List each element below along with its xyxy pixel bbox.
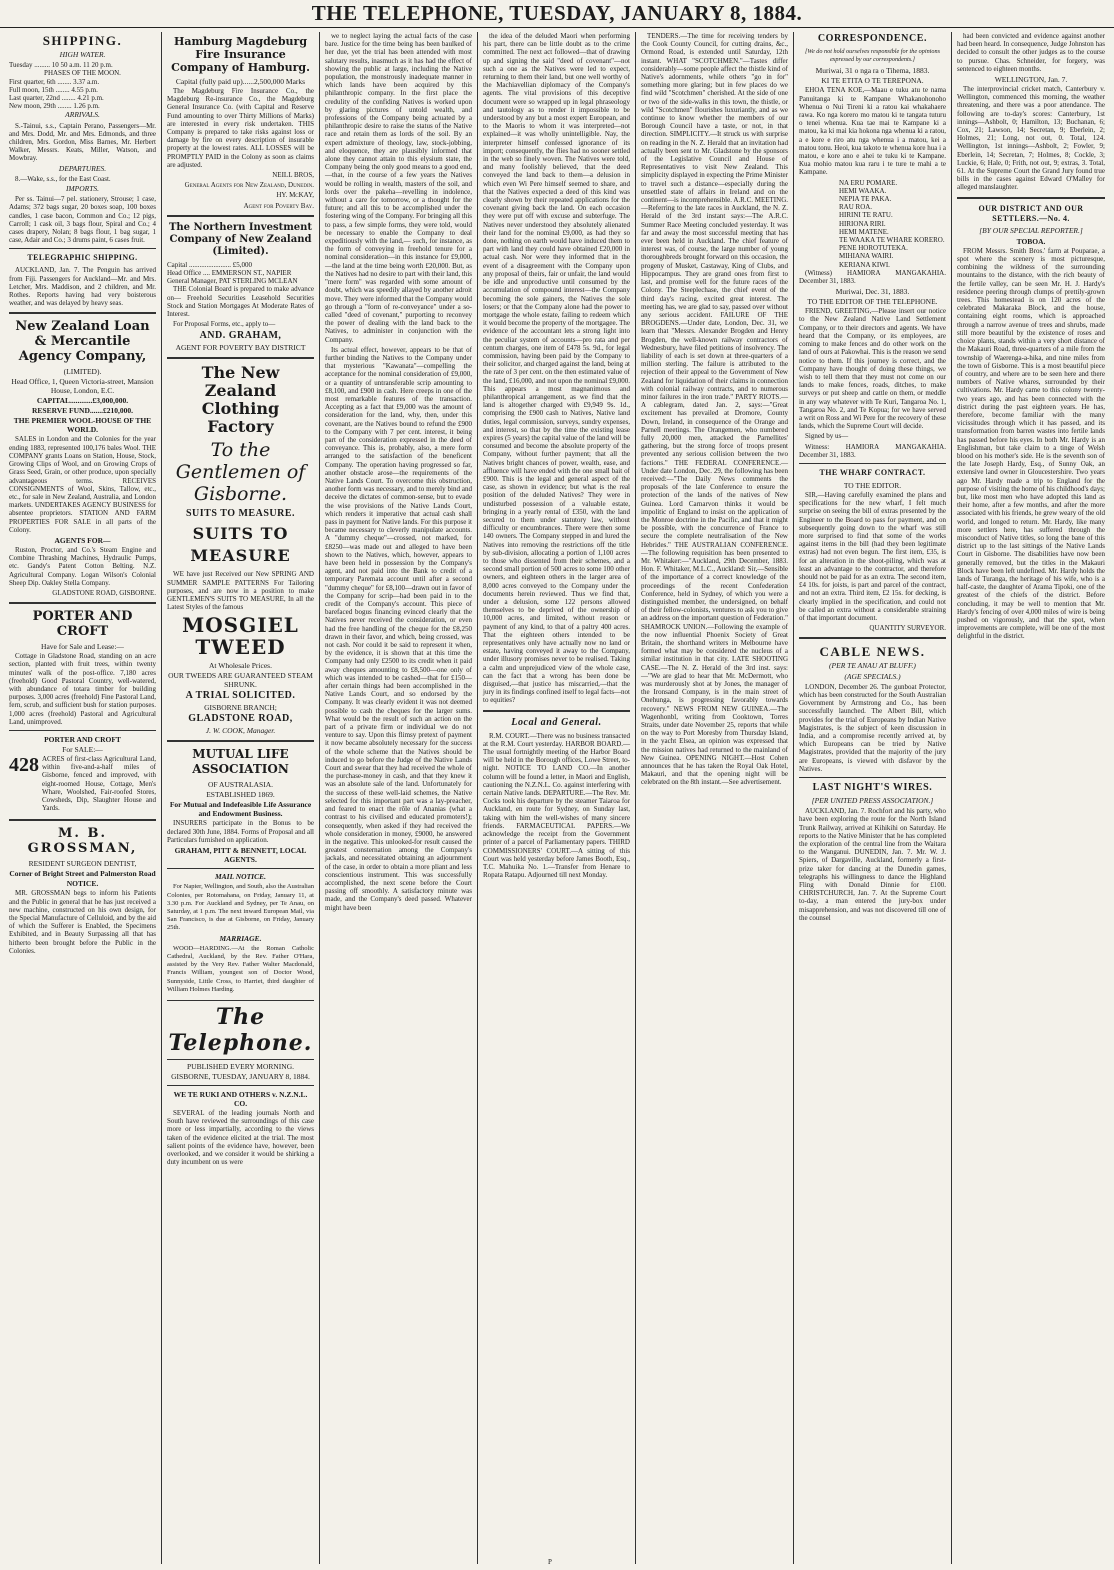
acres-block: [9, 755, 156, 814]
signatory: NEPIA TE PAKA.: [839, 195, 892, 204]
porter-croft-sub: Have for Sale and Lease:—: [41, 642, 124, 652]
loan-agency-agents-text: Ruston, Proctor, and Co.'s Steam Engine and Combine Thrashing Machines, Hydraulic Pumps, etc. Gandy's Patent Cotton Belting. N.Z. Agricultural Company. Logan Wilson's Colonial Sheep Dip. Oakley Stella Company.: [9, 545, 156, 587]
northern-signature-2: AGENT FOR POVERTY BAY DISTRICT: [175, 343, 306, 353]
divider: [167, 868, 314, 869]
northern-title: The Northern Investment Company of New Zealand (Limited).: [168, 221, 313, 257]
arrivals-heading: ARRIVALS.: [65, 110, 100, 120]
mail-notice-text: For Napier, Wellington, and South, also the Australian Colonies, per Rotomahana, on Friday, January 11, at 3.30 p.m. For Auckland and Sydney, per Te Anau, on Saturday, at 1 p.m. The next inward European Mail, via San Francisco, is due at Gisborne, on Friday, January 25th.: [167, 883, 314, 932]
grossman-sub: RESIDENT SURGEON DENTIST,: [28, 859, 137, 869]
hamburg-signature-2: General Agents for New Zealand, Dunedin.: [184, 181, 314, 190]
marriage-text: WOOD—HARDING.—At the Roman Catholic Cathedral, Auckland, by the Rev. Father O'Hara, assisted by the Very Rev. Father Walter Macdonald, Francis William, youngest son of Doctor Wood, Sunnyside, Little Cross, to Harriet, third daughter of William Holmes Harding.: [167, 944, 314, 993]
clothing-factory-title: The New Zealand Clothing Factory: [201, 363, 280, 437]
wellington-text: The interprovincial cricket match, Canterbury v. Wellington, commenced this morning, the weather threatening, and there was a poor attendance. The following are to-day's scores: Canterbury, 1st innings—Ashbolt, 0; Hamilton, 13; Buchanan, 6; Cox, 21; Lawson, 14; Secretan, 9; Eberlein, 2; Holmes, 21; Long, not out, 0. Total, 124. Wellington, 1st innings—Ashbolt, 2; Fowler, 9; Eberlein, 14; Secretan, 7; Holmes, 8; Cockle, 3; Luckie, 6; Hale, 0; Frith, not out, 9; extras, 3. Total, 61. At the Supreme Court the Grand Jury found true bills in the cases against Edward O'Malley for alleged manslaughter.: [957, 85, 1105, 192]
english-letter-signed: Signed by us—: [805, 432, 849, 441]
signatory: RAU ROA.: [839, 203, 873, 212]
cable-news-sub-2: (AGE SPECIALS.): [844, 671, 901, 681]
loan-agency-agents: AGENTS FOR—: [54, 535, 111, 545]
telephone-title: The Telephone.: [168, 1003, 313, 1056]
signatory: TE WAAKA TE WHARE KORERO.: [839, 236, 945, 245]
suits-heading-2: SUITS TO MEASURE: [190, 524, 291, 566]
divider: [9, 730, 156, 731]
wires-sub: [PER UNITED PRESS ASSOCIATION.]: [811, 796, 934, 806]
gisborne-branch: GISBORNE BRANCH;: [204, 703, 277, 713]
mutual-life-signature: GRAHAM, PITT & BENNETT, LOCAL AGENTS.: [174, 846, 307, 865]
wharf-text: SIR,—Having carefully examined the plans and specifications for the new wharf, I felt much surprise on seeing the bill of extras presented by the Engineer to the Board to pass for payment, and on subsequently going down to the wharf was still more surprised to find that some of the works against items in the bill (had they been legitimate extras) had not even begun. The first item, £35, is for an alteration in the shoot-piling, which was at least an advantage to the contractor, and therefore should not be paid for as an extra. The second item, £4 10s. for joists, is part and parcel of the contract, and not an extra. Third item, £2 15s. for decking, is clearly implied in the specification, and could not be called an extra without a considerable straining of that important document.: [799, 490, 946, 622]
toboa-heading: TOBOA.: [1016, 236, 1046, 246]
cable-news-text: LONDON, December 26. The gunboat Protector, which has been constructed for the South Australian Government by Armstrong and Co., has been successfully launched. The Albert Bill, which provides for the trial of Europeans by Indian Native Magistrates, is the subject of keen discussion in India, and a compromise recently arrived at, by which Europeans can be tried by Native Magistrates, provided that the majority of the jury are Europeans, is viewed with disfavor by the Natives.: [799, 682, 946, 773]
porter-croft-text: Cottage in Gladstone Road, standing on an acre section, planted with fruit trees, within twenty minutes' walk of the post-office. 7,180 acres (freehold) Good Pastoral Country, well-watered, with abundance of totara timber for building purposes. 3,000 acres (freehold) Fine Pastoral Land, fern, scrub, and sufficient bush for station purposes. 1,000 acres (freehold) Pastoral and Agricultural Land, unimproved.: [9, 652, 156, 726]
divider: [799, 777, 946, 778]
column-3: [320, 32, 478, 1564]
northern-office: Head Office .... EMMERSON ST., NAPIER: [167, 269, 292, 278]
mosgiel-tweed: MOSGIEL TWEED: [182, 613, 299, 660]
english-letter-date: Muriwai, Dec. 31, 1883.: [835, 287, 910, 297]
grossman-text: MR. GROSSMAN begs to inform his Patients and the Public in general that he has just received a new machine, constructed on his own design, for the Special Manufacture of Celluloid, and by the aid of which the Sufferer is Enabled, the Specimens Exhibited, and in Beauty Surpassing all that has hitherto been brought before the Public in the Colonies.: [9, 889, 156, 955]
maori-letter-date: Muriwai, 31 o nga ra o Tihema, 1883.: [815, 66, 930, 76]
loan-agency-limited: (LIMITED).: [63, 367, 102, 377]
shipping-heading: SHIPPING.: [42, 33, 123, 48]
porter-croft-sale: For SALE:—: [62, 744, 103, 754]
trial-solicited: A TRIAL SOLICITED.: [185, 690, 296, 702]
shipping-line: Tuesday ......... 10 50 a.m. 11 20 p.m.: [9, 61, 113, 70]
leader-heading: WE TE RUKI AND OTHERS v. N.Z.N.L. CO.: [173, 1089, 308, 1108]
grossman-title: M. B. GROSSMAN,: [27, 826, 138, 857]
leader-text: SEVERAL of the leading journals North and South have reviewed the surroundings of this case more or less impartially, according to the views taken of the evidence elicited at the trial. The most salient points of the evidence have, however, been overlooked, and we consider it would be shirking a duty incumbent on us were: [167, 1108, 314, 1167]
high-water-heading: HIGH WATER.: [59, 50, 106, 59]
divider: [167, 215, 314, 217]
departures-heading: DEPARTURES.: [58, 163, 107, 173]
hamburg-text: The Magdeburg Fire Insurance Co., the Magdeburg Re-insurance Co., the Magdeburg General Insurance Co. (with Capital and Reserve Fund amounting to over Thirty Millions of Marks) are interested in every risk undertaken. THIS Company is prepared to take risks against loss or damage by fire on every description of insurable property at the lowest rates. ALL LOSSES will be PROMPTLY PAID in the Colony as soon as claims are adjusted.: [167, 87, 314, 169]
porter-croft-footer: PORTER AND CROFT: [44, 734, 121, 744]
loan-agency-office: Head Office, 1, Queen Victoria-street, Mansion House, London, E.C.: [11, 377, 154, 396]
correspondence-heading: CORRESPONDENCE.: [817, 33, 928, 44]
branch-manager: J. W. COOK, Manager.: [205, 726, 276, 736]
imports-text: Per ss. Tainui—7 pel. stationery, Strouse; 1 case, Adams; 372 bags sugar, 20 boxes soap, 100 boxes candles, 1 case bacon, Common and Co.; 12 pigs, Carroll; 1 cask oil, 3 bags flour, Spiral and Co.; 4 cases drapery, Nolan; 8 bags flour, 1 bag sugar, 1 case, Adair and Co.; 3 drums paint, 6 cases fruit.: [9, 195, 156, 245]
northern-signature: AND. GRAHAM,: [199, 330, 282, 342]
shipping-line: Last quarter, 22nd ........ 4.21 p.m.: [9, 94, 104, 103]
grossman-address: Corner of Bright Street and Palmerston Road: [9, 869, 156, 879]
divider: [483, 710, 630, 712]
settlers-sub: [BY OUR SPECIAL REPORTER.]: [979, 225, 1083, 235]
english-letter-witness: Witness: HAMIORA MANGAKAHIA. December 31, 1883.: [799, 442, 946, 459]
clothing-text: WE have just Received our New SPRING AND SUMMER SAMPLE PATTERNS For Tailoring purposes, and are now in a position to make GENTLEMEN'S SUITS TO MEASURE, In all the Latest Styles of the famous: [167, 570, 314, 612]
divider: [9, 312, 156, 314]
grossman-notice: NOTICE.: [66, 879, 99, 889]
northern-text: THE Colonial Board is prepared to make advance on— Freehold Securities Leasehold Securities Stock and Station Mortgages At Moderate Rates of Interest.: [167, 285, 314, 319]
column-7: [952, 32, 1110, 1564]
loan-agency-capital: CAPITAL............£3,000,000.: [36, 396, 129, 406]
arrivals-text: S.-Tainui, s.s., Captain Perano, Passengers—Mr. and Mrs. Dodd, Mr. and Mrs. Edmonds, and three children, Mrs. Gordon, Miss Barnes, Mr. Herbert Walker, Messrs. Keats, Miller, Watson, and Mowbray.: [9, 121, 156, 163]
telephone-title-block: [167, 1000, 314, 1060]
divider: [9, 819, 156, 821]
acres-text: ACRES of first-class Agricultural Land, within five-and-a-half miles of Gisborne, fenced and improved, with eight-roomed House, Cottage, Men's Whare, Woolshed, Fair-roofed Stores, Cowsheds, Dip, Slaughter House and Yards.: [42, 754, 156, 813]
northern-capital: Capital ........................ £5,000: [167, 260, 252, 269]
mutual-life-business: For Mutual and Indefeasible Life Assurance and Endowment Business.: [169, 800, 312, 819]
hamburg-agent-2: Agent for Poverty Bay.: [243, 201, 314, 210]
loan-agency-reserve: RESERVE FUND.......£210,000.: [32, 406, 133, 416]
divider: [167, 357, 314, 359]
imports-heading: IMPORTS.: [65, 184, 100, 194]
cable-news-sub: (PER TE ANAU AT BLUFF.): [829, 661, 916, 671]
gladstone-road: GLADSTONE ROAD,: [188, 713, 293, 725]
mutual-life-sub: OF AUSTRALASIA.: [207, 780, 273, 790]
tweeds-guarantee: OUR TWEEDS ARE GUARANTEED STEAM SHRUNK.: [168, 671, 313, 690]
wires-text: AUCKLAND, Jan. 7. Rochfort and his party, who have been exploring the route for the North Island Trunk Railway, arrived at Kihikihi on Saturday. He reports to the Native Minister that he has completed the exploration of the central line from the Waitara to the Wanganui. DUNEDIN, Jan. 7. Mr. W. J. Spiers, of Dargaville, Auckland, formerly a first-prize taker for dancing at the Dunedin games, telegraphs his willingness to dance the Highland Fling with Donald Dinnie for £100. CHRISTCHURCH, Jan. 7. At the Supreme Court to-day, a man entered the jury-box under misapprehension, and was not discovered till one of the counsel: [799, 807, 946, 922]
telegraphic-text: AUCKLAND, Jan. 7. The Penguin has arrived from Fiji. Passengers for Auckland—Mr. and Mrs. Letcher, Mrs. Maddison, and 2 children, and Mr. Rothes. Reports having had very boisterous weather, and was delayed by heavy seas.: [9, 266, 156, 308]
signatory: HEMI MATENE.: [839, 227, 889, 236]
mail-notice-heading: MAIL NOTICE.: [215, 872, 266, 882]
signatory: HIRIONA RIRI.: [839, 219, 886, 228]
divider: [799, 637, 946, 639]
northern-apply: For Proposal Forms, etc., apply to—: [173, 320, 276, 329]
signatory: KERIANA KIWI.: [839, 260, 890, 269]
leader-text-cont-2: Its actual effect, however, appears to be that of further binding the Natives to the Company under that mysterious "Kawanata"—compelling the acceptance for the nominal consideration of £9,000, or a quantity of untransferable scrip amounting to £8,100, and £900 in cash. Here creeps in one of the most remarkable features of the transaction. Accepting as a fact that £9,000 was the amount of consideration for the land, why, then, under this covenant, are the Natives bound to refund the £900 to the Company with 7 per cent. interest, it being part of the consideration expressed in the deed of conveyance. This is, probably, also, a mere form arranged to the satisfaction of the beneficent Company. The operation having progressed so far, another obstacle arose—the requirements of the Native Lands Court. To overcome this obstruction, another form was necessary, and to merely bind and deceive the dictates of common-sense, but to evade the wise provisions of the Native Lands Court, which renders it imperative that actual cash shall pass in payment for Native lands. For this purpose it became necessary to cleverly manipulate accounts. A "dummy cheque"—crossed, not marked, for £8250—was made out and alleged to have been shown to the Natives, which, however, appears to have been held in possession by the Company's agent, and not paid into the Bank to credit of a temporary Paremata account until after a second "dummy cheque" for £8,100—drawn out in favor of the Company for scrip—had been paid in to the credit of the Company's account. This piece of barefaced bogus financing evinced clearly that the Natives never received the consideration, or even had the free handling of the cheque for the £8,250 drawn in their favor, and which, being crossed, was not cash. Nor could it be said to represent it when, by the evidence, it is shown that at this time the Company had only £2500 to its credit when it paid away cheques amounting to £8,500—one only of which was intended to be cashed—that for £150—after certain things had been accomplished in the Native Lands Court, and so endorsed by the Company. It was clearly evident it was not deemed possible to cash the cheques for the larger sums. What would be the result of such an action on the part of a private firm or individual we do not venture to say. Upon this flimsy pretext of payment it now became absolutely necessary for the success of the whole scheme that the Natives should be induced to go before the Judge of the Native Lands Court and swear that they had received the whole of the purchase-money in cash, and that they knew it was an absolute sale of the land. Unfortunately for the success of these well-laid schemes, the Native selected for this important part was a lay-preacher, and feared to enact the rôle of Ananias (what a contrast to his civilised and educated promoters!); consequently, when asked if they had received the whole consideration in money, £9000, he answered in the negative. This unlooked-for result caused the greatest consternation among the Company's jackals, and necessitated obtaining an adjournment of the case, in order to obtain a more pliant and less conscientious instrument. This was successfully accomplished, the next scene before the Court passing off smoothly. A satisfactory minute was made, and the Company's deed passed. Whatever might have been: [325, 345, 472, 912]
porter-croft-title: PORTER AND CROFT: [32, 609, 133, 640]
shipping-line: New moon, 29th ........ 1.26 p.m.: [9, 102, 100, 111]
signatory: NA ERU POMARE.: [839, 178, 898, 187]
local-general-text: R.M. COURT.—There was no business transacted at the R.M. Court yesterday. HARBOR BOARD.—The usual fortnightly meeting of the Harbor Board will be held in the Borough offices, Lowe Street, to-night. NOTICE TO LAND CO.—In another column will be found a letter, in Maori and English, cautioning the N.Z.N.L. Co. against interfering with certain Native lands. DEPARTURE.—The Rev. Mr. Cocks took his departure by the steamer Taiaroa for Auckland, en route for Sydney, on Sunday last, taking with him the well-wishes of many sincere friends. FARMACEUTICAL PAPERS.—We acknowledge the receipt from the Government printer of a parcel of Parliamentary papers. THIRD COMMISSIONERS' COURT.—A sitting of this Court was held yesterday before James Booth, Esq., T.C. Mahuika No. 1.—Transfer from Henare to Ropata Ratapu. Adjourned till next Monday.: [483, 731, 630, 880]
page-folio: P: [548, 1558, 552, 1566]
settlers-text: FROM Messrs. Smith Bros.' farm at Pouparae, a spot where the scenery is most picturesque, combining the wildness of the surrounding mountains to the distance, with the rich beauty of the fertile valley, can be seen Mr. H. J. Hardy's residence peering through clumps of prettily-grown trees. This homestead is on 120 acres of the celebrated Makaraka Block, and the house, containing eight rooms, which is approached through a narrow avenue of trees and shrubs, made still more beautiful by the existence of roses and choice plants, stands within a very short distance of the Makauri Road, three-quarters of a mile from the township of Waerenga-a-hika, and nine miles from the town of Gisborne. This is a most beautiful piece of country, and where are to be seen here and there numbers of Native whares, surrounded by their cultivations. Mr. Hardy came to this colony twenty-two years ago, and has been connected with the district during the past eighteen years. He has, therefore, become familiar with the many vicissitudes through which it has passed, and its transformation from barren wastes into fertile lands has passed before his eyes. In both Mr. Hardy is an Englishman, but take claim to a tinge of Welsh blood on his mother's side. He is the seventh son of the late Joseph Hardy, Esq., of Sunny Oak, an extensive land owner in Gloucestershire. Two years ago Mr. Hardy made a trip to England for the purpose of visiting the home of his childhood's days; but, like most men who have adopted this land as their home, after a few months, and after the more associated with his friends, he grew weary of the old world, and longed to return. Mr. Hardy, like many more settlers here, has suffered through the misconduct of Native titles, so long the bane of this district up to the last sittings of the Native Lands Court in Gisborne. The disabilities have now been generally removed, but the titles in the Makauri Block have been left undefined. Mr. Hardy holds the lands of Turanga, the heritage of his wife, who is a half-caste, the daughter of Arama Tipoki, one of the greatest of the chiefs of the district. Before concluding, it may be well to mention that Mr. Hardy's fencing of over 4,000 miles of wire is being pushed on vigorously, and that the spot, when improvements are complete, will be one of the most delightful in the district.: [957, 246, 1105, 641]
loan-agency-text: SALES in London and the Colonies for the year ending 1883, represented 100,176 bales Wool. THE COMPANY grants Loans on Station, House, Stock, Growing Clips of Wool, and on Growing Crops of Grass Seed, Grain, or other produce, upon specially advantageous terms. RECEIVES CONSIGNMENTS of Wool, Skins, Tallow, etc., etc., for sale in New Zealand, Australia, and London markets. UNDERTAKES AGENCY BUSINESS for absentee proprietors. STATION AND FARM PROPERTIES FOR SALE in all parts of the Colony.: [9, 435, 156, 534]
northern-manager: General Manager, PAT STERLING MCLEAN: [167, 277, 298, 286]
column-6: [794, 32, 952, 1564]
page-columns: [4, 32, 1110, 1564]
masthead: [0, 0, 1114, 28]
acres-number: 428: [9, 753, 39, 776]
mutual-life-established: ESTABLISHED 1869.: [206, 790, 275, 800]
column-4: [478, 32, 636, 1564]
wellington-dateline: WELLINGTON, Jan. 7.: [994, 75, 1068, 85]
maori-letter-text: EHOA TENA KOE,—Maau e tuku atu te nama Panuitanga ki te Kampane Whakanohonoho Whenua o Nui Tireni ki a ratou kai whakahaere rawa. Ko nga korero mo matou ki te tangata tuturu o tenei whenua. Kua tae mai te Kampane ki a matou, ka ki mai kia hokona nga whenua ki a ratou, a e kore e riro atu nga whenua i a matou, kei a matou tonu. Heoi, kua takoto te whenua kore hua i a matou, e kore ano e ahei te tuku ki te Kampane. Kua mohio matou kua raru i te ture te mahi a te Kampane.: [799, 86, 946, 177]
english-letter-address: TO THE EDITOR OF THE TELEPHONE.: [807, 297, 938, 307]
maori-signatories: [799, 179, 946, 269]
mutual-life-text: INSURERS participate in the Bonus to be declared 30th June, 1884. Forms of Proposal and all Particulars furnished on application.: [167, 819, 314, 844]
wires-heading: LAST NIGHT'S WIRES.: [812, 782, 933, 794]
local-general-cont: TENDERS.—The time for receiving tenders by the Cook County Council, for cutting drains, &c., Ormond Road, is extended until Saturday, 12th instant. WHAT "SCOTCHMEN."—Tastes differ considerably—some people affect the thistle kind of Native's adornments, while others "go in for" something more glaring; but in few places do we find wild "Scotchmen" cherished. At the side of one or two of the side-walks in this town, the thistle, or wild "Scotchmen" flourishes luxuriantly, and as we continue to know whether the members of our Borough Council have a taste, or not, in that direction. SIMPLICITY.—It struck us with surprise on reading in the N. Z. Herald that an invitation had actually been sent to Mr. Gladstone by the sponsors of the Legislative Council and House of Representatives to visit New Zealand. This simplicity displayed in expecting the Prime Minister to travel such a distance—especially during the unsettled state of affairs in Ireland and on the continent—is incomprehensible. A.R.C. MEETING.—Referring to the late races in Auckland, the N. Z. Herald of the 3rd instant says:—The A.R.C. Summer Race Meeting concluded yesterday. It was far and away the most successful meeting that has ever been held in Auckland. The chief feature of interest was, of course, the large number of young thoroughbreds brought forward on this occasion, the progeny of Musket, Castaway, King of Clubs, and Hippocampus. They are grand ones from first to last, and promise well for the future races of the Colony. The Steeplechase, the chief event of the third day's racing, excited great interest. The meeting has, we are glad to say, passed over without any serious accident. FAILURE OF THE BROGDENS.—Under date, London, Dec. 31, we learn that "Messrs. Alexander Brogden and Henry Brogden, the well-known railway contractors of Wednesbury, have filed petitions of insolvency. The liability of each is set down at three-quarters of a million sterling. The failure is attributed to the rejection of their appeal to the Government of New Zealand for liquidation of their claims in connection with colonial railway contracts, and to numerous minor failures in the iron trade." PARTY RIOTS.—A cablegram, dated Jan. 2, says:—"Great excitement has prevailed at Dromore, County Down, Ireland, in consequence of the Orange and Parnell meetings. The Orangemen, who numbered fully 20,000 men, attacked the Parnellites' gathering, but the strong force of troops present prevented any serious collision between the two factions." THE FEDERAL CONFERENCE.—Under date London, Dec. 29, the following has been received:—"The Daily News comments the proposals of the late Conference to ensure the protection of the lands of the natives of New Guinea. Lord Carnarvon thinks it would be impolitic of England to insist on the application of the Monroe doctrine in the Pacific, and that it might be possible, with the concurrence of France to secure the complete neutralisation of the New Hebrides." THE AUSTRALIAN CONFERENCE.—The following requisition has been presented to Mr. Whitaker:—"Auckland, 29th December, 1883. Hon. F. Whitaker, M.L.C., Auckland: Sir,—Sensible of the importance of a correct knowledge of the proceedings of the recent Confederation Conference, held in Sydney, of which you were a distinguished member, the undersigned, on behalf of their fellow-colonists, ventures to ask you to give an address on the important question of Federation." SHAMROCK UNION.—Following the example of the now influential Phoenix Society of Great Britain, the shorthand writers in Melbourne have formed what may be considered the nucleus of a similar institution in that city. LATE SHOOTING CASE.—The N. Z. Herald of the 3rd inst. says:—"We are glad to hear that Mr. McDermott, who was murderously shot at by Jones, the manager of the Ironsand Company, is in the main street of Onehunga, is progressing favorably towards recovery." NEWS FROM NEW GUINEA.—The Wagenhonbl, writing from Cooktown, Torres Straits, under date November 25, reports that while on the way to Port Moresby from Thursday Island, in the yacht Elsea, an opinion was expressed that the mission natives had returned to the mainland of New Guinea. OPENING NIGHT.—Host Cohen announces that he has taken the Royal Oak Hotel, Makauri, and that the opening night will be celebrated on the 8th instant.—See advertisement.: [641, 32, 788, 787]
wharf-signature: QUANTITY SURVEYOR.: [869, 624, 946, 633]
hamburg-capital: Capital (fully paid up)......2,500,000 Marks: [175, 77, 306, 86]
shipping-line: First quarter, 6th ........ 3.37 a.m.: [9, 77, 100, 86]
loan-agency-title: New Zealand Loan & Mercantile Agency Company,: [15, 319, 150, 365]
divider: [167, 740, 314, 742]
correspondence-disclaimer: [We do not hold ourselves responsible for the opinions expressed by our correspondents.]: [805, 48, 940, 64]
cable-news-heading: CABLE NEWS.: [819, 644, 926, 660]
shipping-line: Full moon, 15th ........ 4.55 p.m.: [9, 85, 98, 94]
departures-text: 8.—Wake, s.s., for the East Coast.: [15, 174, 111, 183]
telegraphic-heading: TELEGRAPHIC SHIPPING.: [27, 253, 138, 263]
signatory: PENE HOROTUTEKA.: [839, 244, 908, 253]
telephone-date: GISBORNE, TUESDAY, JANUARY 8, 1884.: [171, 1071, 310, 1081]
maori-letter-witness: (Witness) HAMIORA MANGAKAHIA. December 31, 1883.: [799, 268, 946, 286]
column-2: [162, 32, 320, 1564]
column-1: [4, 32, 162, 1564]
loan-agency-wool: THE PREMIER WOOL-HOUSE OF THE WORLD.: [13, 416, 152, 435]
loan-agency-signature: GLADSTONE ROAD, GISBORNE.: [52, 588, 156, 597]
local-general-heading: Local and General.: [511, 716, 602, 728]
signatory: MIHIANA WAIRI.: [839, 252, 894, 261]
leader-text-cont: we to neglect laying the actual facts of the case bare. Justice for the time being has been baulked of her due, yet the trial has been attended with most salutary results, inasmuch as it has had the effect of showing the public at large, including the Native population, the monstrously inadequate manner in which lands have been acquired by this philanthropic company. In the first place the credulity of the confiding Natives is worked upon by glaring pictures of untold wealth, and professions of the Company being actuated by a philanthropic desire to raise the status of the Native race and retain them as lords of the soil. By an expert admixture of theology, law, stock-jobbing, and eloquence, they are plausibly informed that alone they cannot attain to this elysium state, the Company being the only good means to a good end,—that, in the course of a few years the Natives would be rolling in wealth, masters of the soil, and lords over the pakeha—revelling in indolence, without a care for tomorrow, or a thought for the future; and all this to be accomplished under the fostering wing of the Company. For bringing all this to pass, a few simple forms, they were told, would be necessary to enable the Company to deal expeditiously with the land,— such, for instance, as the form of conveying in freehold tenure for a nominal consideration—in this instance for £9,000,—the land at the time being worth £20,000. But, as the Natives had no desire to part with their land, this "mere form" was regarded with some amount of doubt, which was speedily allayed by another adroit move. They were informed that the Company would go through a "form of re-conveyance" under a so-called "deed of covenant," purporting to reconvey the power of dealing with the land back to the Natives, to administer in conjunction with the Company.: [325, 32, 472, 344]
column-5: [636, 32, 794, 1564]
signatory: HIRINI TE RATU.: [839, 211, 893, 220]
wires-text-cont: had been convicted and evidence against another had been heard. In consequence, Judge Johnston has decided to consult the other judges as to the course to pursue. Chas. Schneider, for forgery, was sentenced to eighteen months.: [957, 32, 1105, 73]
hamburg-agent: HY. McKAY,: [276, 191, 314, 200]
divider: [799, 463, 946, 464]
clothing-factory-script: To the Gentlemen of Gisborne.: [175, 439, 306, 506]
leader-text-end: the idea of the deluded Maori when performing his part, there can be little doubt as to the crime committed. The next act followed—that of drawing up and signing the said "deed of covenant"—not such a one as the Natives were led to expect, returning to them their land, but one well worthy of the Machiavellian diplomacy of the Company's agents. The vital provisions of this deceptive document were so wrapped up in legal phraseology and tautology as to render it impossible to be understood by any but a most expert European, and to the Maoris to whom it was interpreted—not explained—it was wholly unintelligible. Nay, the interpreter himself confessed ignorance of its import; consequently, the flies had no sooner settled in the web so finely woven. The Natives were told, and many foolishly believed, that the deed conveyed the land back to them—a delusion in which even Wi Pere himself seemed to share, and that the Natives expected a deed of this kind was clearly shown by their repeated applications for the covenant giving back the land. On each occasion they were put off with excuse and subterfuge. The Natives never understood they absolutely alienated their land for the nominal £9,000, as had they so done, nothing on earth would have induced them to part with land they could have obtained £20,000 in actual cash. Nor were they informed that in the event of a disagreement with the Company upon any proposal of theirs, fair or unfair, the land would be idle and unproductive until consumed by the accumulation of compound interest—the Company becoming the sole gainers, the Natives the sole losers; or that the Company alone had the power to mortgage the whole estate, failing to redeem which it would become the property of the mortgagee. The evidence of the accountant lets a strong light into the peculiar system of accounts—pro rata and per centum charges, one item of £478 5s. 9d., for legal commission, having been paid by the Company to their solicitor, and charged against the land, being at the rate of 3 per cent. on the then estimated value of the land, £16,000, and not upon the nominal £9,000. This appears a most magnanimous and philanthropical arrangement, as we find that the land is altogether charged with £9,949 9s. 1d., comprising the £900 cash to Natives, Native land duties, legal commission, surveys, sundry expenses, and interest, so that by the time the existing lease expires (5 years) the capital value of the land will be consumed and become the absolute property of the Company, without further payment; that all the Natives bright chances of power, wealth, ease, and affluence will have ended with the one small bait of £900. This is the legal and general aspect of the case, as shown in evidence; but what is the real position of the deluded Natives? They were in undisturbed possession of a valuable estate, bringing in a yearly rental of £350, with the land secured to them under statutory law, without difficulty or encumbrances. There were then some 140 owners. The Company stepped in and lured the Natives into removing the restrictions off the title by sub-division, allocating a portion of 1,100 acres to those who dissented from their schemes, and a second small portion of 500 acres to some 100 other owners, and eighteen others in the larger area of 8,000 acres conveyed to the Company under the documents herein reviewed. Thus we find that, under a delusion, some 122 persons allowed themselves to be deprived of the ownership of 10,000 acres, and limited, without reason or payment of any kind, to that of a paltry 400 acres. That the eighteen others intended to be representatives only have actually now no land or estate, having conveyed it away to the Company, under illusory promises never to be realised. Taking a calm and unprejudiced view of the whole case, can the fact that a wrong has been done be disguised,—that justice has miscarried,—that the jury in its findings confined itself to legal facts—not to equities?: [483, 32, 630, 705]
marriage-heading: MARRIAGE.: [219, 933, 262, 943]
divider: [9, 248, 156, 249]
hamburg-signature: NEILL BROS,: [272, 171, 314, 180]
hamburg-title: Hamburg Magdeburg Fire Insurance Company of Hamburg.: [171, 35, 310, 74]
wholesale-prices: At Wholesale Prices.: [209, 661, 272, 671]
settlers-heading: OUR DISTRICT AND OUR SETTLERS.—No. 4.: [978, 203, 1084, 223]
divider: [957, 197, 1105, 199]
mutual-life-title: MUTUAL LIFE ASSOCIATION: [192, 747, 289, 777]
wharf-heading: THE WHARF CONTRACT.: [819, 467, 926, 477]
wharf-address: TO THE EDITOR.: [843, 480, 902, 490]
english-letter-text: FRIEND, GREETING,—Please insert our notice to the New Zealand Native Land Settlement Company, or to their directors and agents. We have heard that the Company, or its employees, are coming to make fences and do other work on the land of ours at Pakowhai. This is the reason we send notice to them. If this journey is correct, and the Company have thought of doing these things, we wish to tell them that they must not come on our lands to make fences, roads, ditches, to make surveys or put sheep and cattle on them, or meddle in any way whatever with Te Kuri, Tangaroa No. 1, Tangaroa No. 2, and Te Kopua; for we have served a writ on Ross and Wi Pere for the recovery of these lands, which the Supreme Court will decide.: [799, 307, 946, 431]
divider: [167, 1085, 314, 1086]
signatory: HEMI WAAKA.: [839, 186, 887, 195]
shipping-line: PHASES OF THE MOON.: [44, 69, 121, 78]
suits-heading-1: SUITS TO MEASURE.: [186, 508, 295, 520]
telephone-sub: PUBLISHED EVERY MORNING.: [186, 1061, 295, 1071]
newspaper-title: THE TELEPHONE, TUESDAY, JANUARY 8, 1884.: [311, 1, 803, 25]
maori-letter-address: KI TE ETITA O TE TEREPONA.: [821, 76, 924, 86]
divider: [9, 602, 156, 604]
